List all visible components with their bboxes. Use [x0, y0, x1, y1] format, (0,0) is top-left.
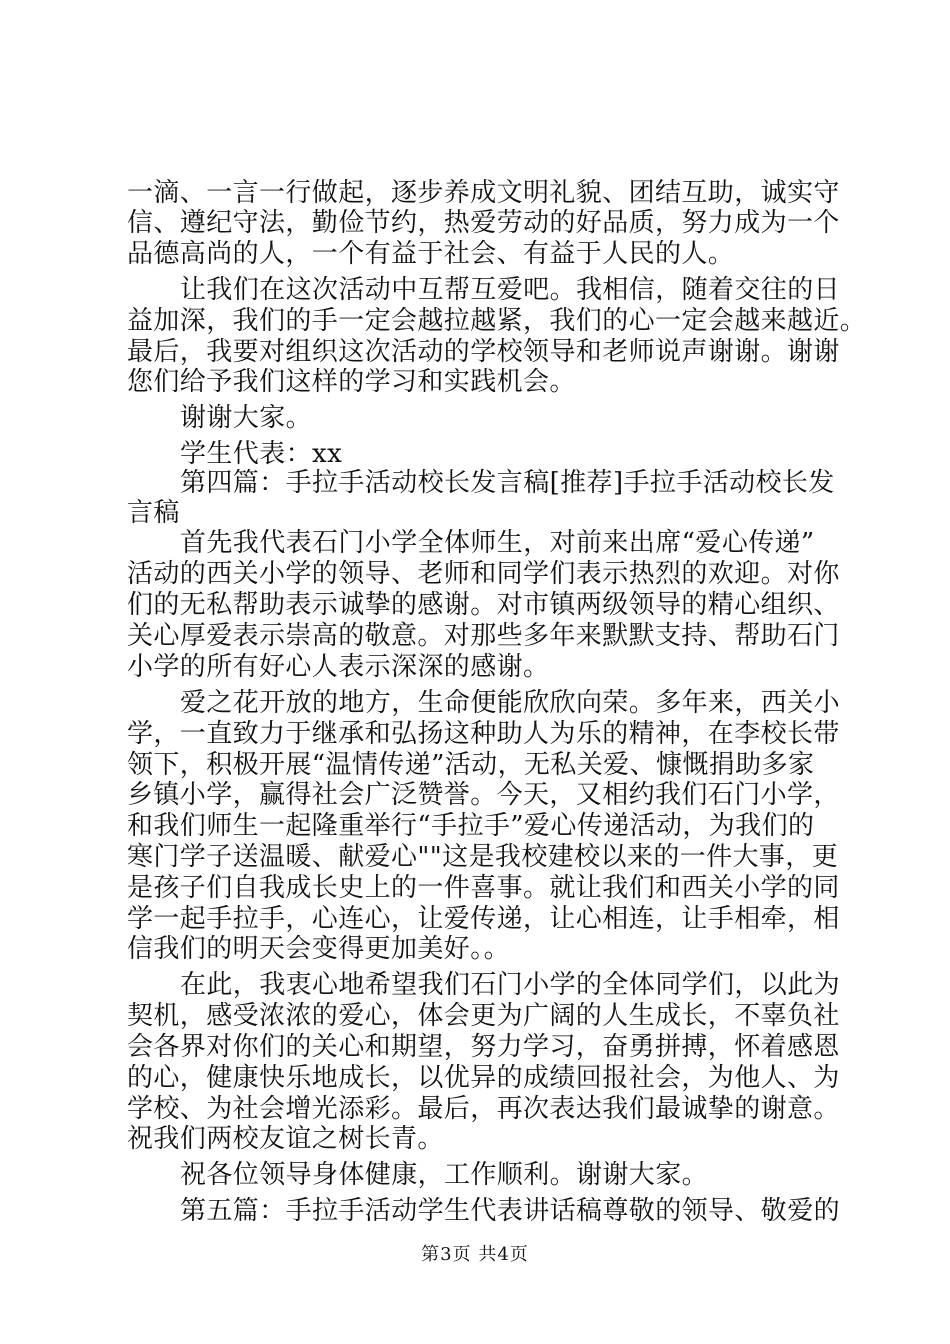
text-line: 祝各位领导身体健康，工作顺利。谢谢大家。 [180, 1160, 709, 1190]
text-line: 谢谢大家。 [180, 403, 313, 433]
text-line: 您们给予我们这样的学习和实践机会。 [127, 367, 576, 397]
text-line: 益加深，我们的手一定会越拉越紧，我们的心一定会越来越近。 [127, 306, 867, 336]
text-line: 契机，感受浓浓的爱心，体会更为广阔的人生成长，不辜负社 [127, 1001, 840, 1031]
text-line: 祝我们两校友谊之树长青。 [127, 1124, 444, 1154]
text-line: 会各界对你们的关心和期望，努力学习，奋勇拼搏，怀着感恩 [127, 1032, 840, 1062]
section-heading: 第四篇：手拉手活动校长发言稿[推荐]手拉手活动校长发 [180, 468, 835, 498]
section-heading: 第五篇：手拉手活动学生代表讲话稿尊敬的领导、敬爱的 [180, 1196, 841, 1226]
text-line: 一滴、一言一行做起，逐步养成文明礼貌、团结互助，诚实守 [127, 178, 840, 208]
text-line: 学，一直致力于继承和弘扬这种助人为乐的精神，在李校长带 [127, 719, 840, 749]
text-line: 小学的所有好心人表示深深的感谢。 [127, 652, 550, 682]
text-line: 的心，健康快乐地成长，以优异的成绩回报社会，为他人、为 [127, 1063, 840, 1093]
text-line: 是孩子们自我成长史上的一件喜事。就让我们和西关小学的同 [127, 873, 840, 903]
text-line: 首先我代表石门小学全体师生，对前来出席“爱心传递” [180, 528, 815, 558]
text-line: 乡镇小学，赢得社会广泛赞誉。今天，又相约我们石门小学， [127, 780, 840, 810]
text-line: 让我们在这次活动中互帮互爱吧。我相信，随着交往的日 [180, 275, 841, 305]
text-line: 关心厚爱表示崇高的敬意。对那些多年来默默支持、帮助石门 [127, 621, 840, 651]
text-line: 信、遵纪守法，勤俭节约，热爱劳动的好品质，努力成为一个 [127, 208, 840, 238]
text-line: 领下，积极开展“温情传递”活动，无私关爱、慷慨捐助多家 [127, 750, 815, 780]
text-line: 在此，我衷心地希望我们石门小学的全体同学们，以此为 [180, 970, 841, 1000]
text-line: 寒门学子送温暖、献爱心""这是我校建校以来的一件大事，更 [127, 842, 839, 872]
section-heading: 言稿 [127, 498, 180, 528]
text-line: 品德高尚的人，一个有益于社会、有益于人民的人。 [127, 239, 735, 269]
text-line: 和我们师生一起隆重举行“手拉手”爱心传递活动，为我们的 [127, 811, 815, 841]
text-line: 们的无私帮助表示诚挚的感谢。对市镇两级领导的精心组织、 [127, 590, 840, 620]
text-line: 爱之花开放的地方，生命便能欣欣向荣。多年来，西关小 [180, 688, 841, 718]
text-line: 学生代表：xx [180, 439, 343, 469]
page-footer: 第3页 共4页 [421, 1244, 529, 1265]
text-line: 最后，我要对组织这次活动的学校领导和老师说声谢谢。谢谢 [127, 337, 840, 367]
text-line: 学校、为社会增光添彩。最后，再次表达我们最诚挚的谢意。 [127, 1094, 840, 1124]
text-line: 学一起手拉手，心连心，让爱传递，让心相连，让手相牵，相 [127, 904, 840, 934]
text-line: 活动的西关小学的领导、老师和同学们表示热烈的欢迎。对你 [127, 559, 840, 589]
text-line: 信我们的明天会变得更加美好。。 [127, 934, 511, 964]
